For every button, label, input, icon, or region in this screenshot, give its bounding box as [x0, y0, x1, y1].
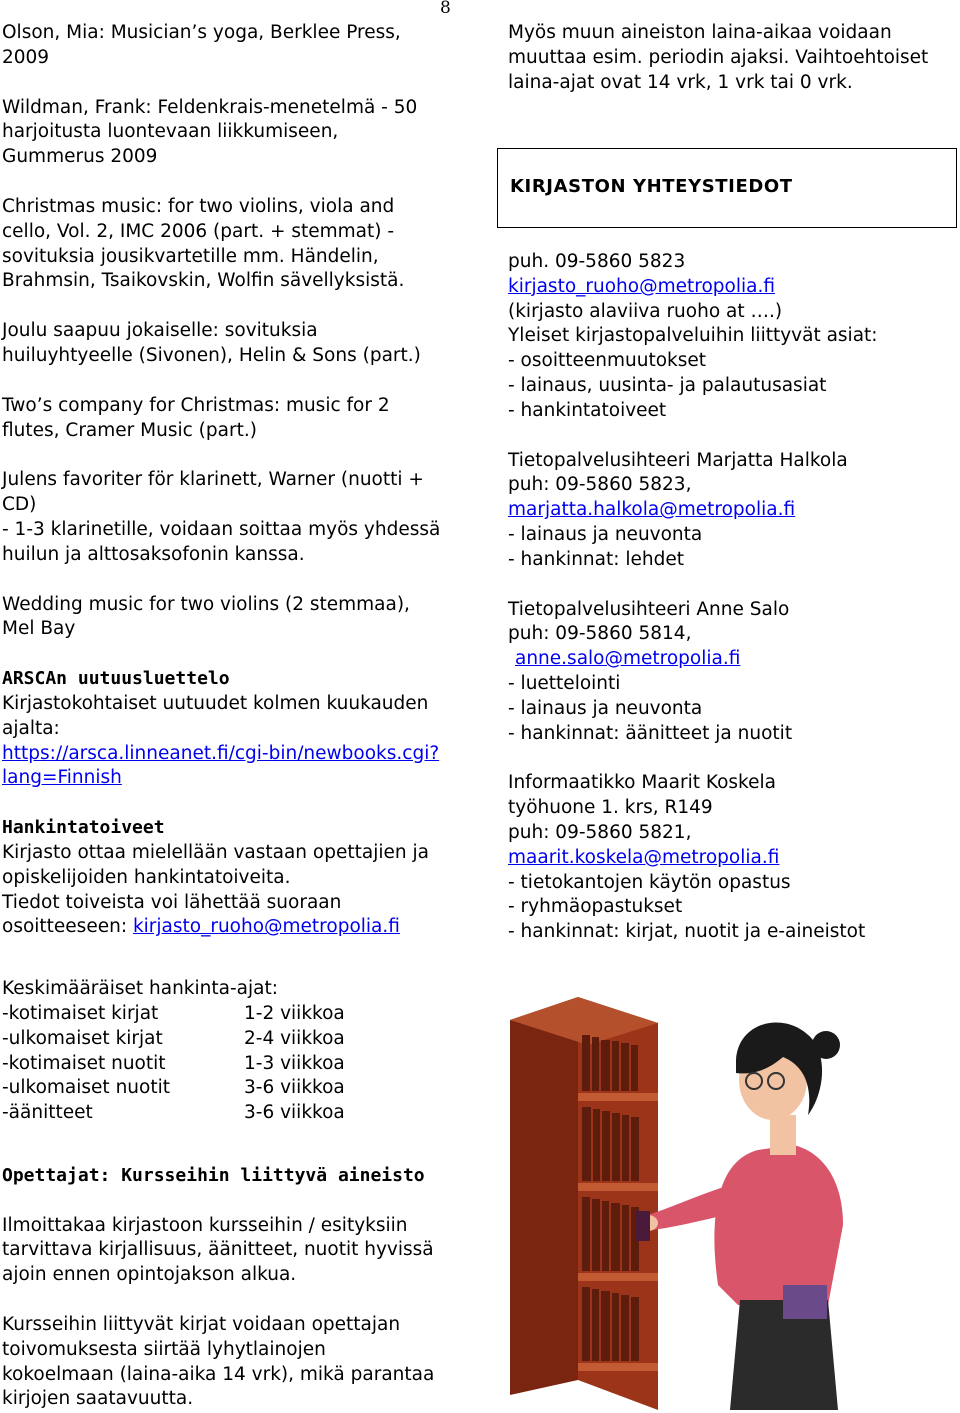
teachers-text: Ilmoittakaa kirjastoon kursseihin / esityksiin tarvittava kirjallisuus, äänitteet, nuotit hyvissä ajoin ennen opintojakson alkua.: [2, 1214, 434, 1286]
staff-duty: - hankinnat: lehdet: [508, 548, 684, 570]
page-number: 8: [440, 0, 451, 18]
acquisition-text: Kirjasto ottaa mielellään vastaan opettajien ja opiskelijoiden hankintatoiveita.: [2, 841, 429, 888]
times-label: -ulkomaiset nuotit: [2, 1077, 170, 1099]
sheet-music-entry: Christmas music: for two violins, viola and cello, Vol. 2, IMC 2006 (part. + stemmat) -sovituksia jousikvartetille mm. Händelin, Brahmsin, Tsaikovskin, Wolfin sävellyksistä.: [2, 195, 405, 292]
general-item: - osoitteenmuutokset: [508, 350, 706, 372]
acquisition-contact: [2, 891, 442, 941]
staff-email-link[interactable]: maarit.koskela@metropolia.fi: [508, 846, 780, 868]
times-value: 2-4 viikkoa: [244, 1027, 345, 1049]
book-entry: Olson, Mia: Musician’s yoga, Berklee Press, 2009: [2, 22, 401, 68]
staff-duty: - hankinnat: äänitteet ja nuotit: [508, 722, 793, 744]
staff-duty: - tietokantojen käytön opastus: [508, 871, 791, 893]
staff-email-link[interactable]: anne.salo@metropolia.fi: [515, 648, 741, 670]
contact-section: [508, 250, 954, 945]
contact-heading-box: [497, 148, 957, 228]
staff-title: Tietopalvelusihteeri Anne Salo: [508, 598, 790, 620]
staff-phone: puh: 09-5860 5821,: [508, 821, 692, 843]
times-value: 1-3 viikkoa: [244, 1052, 345, 1074]
library-email-link[interactable]: kirjasto_ruoho@metropolia.fi: [508, 275, 775, 297]
loan-text: Myös muun aineiston laina-aikaa voidaan muuttaa esim. periodin ajaksi. Vaihtoehtoiset laina-ajat ovat 14 vrk, 1 vrk tai 0 vrk.: [508, 22, 929, 93]
arscan-text: Kirjastokohtaiset uutuudet kolmen kuukauden ajalta:: [2, 692, 429, 739]
book-entry: Wildman, Frank: Feldenkrais-menetelmä - 50 harjoitusta luontevaan liikkumiseen, Gummerus 2009: [2, 96, 418, 168]
staff-phone: puh: 09-5860 5823,: [508, 474, 692, 496]
teachers-heading: Opettajat: Kursseihin liittyvä aineisto: [2, 1164, 425, 1186]
library-location: (kirjasto alaviiva ruoho at ….): [508, 300, 783, 322]
acquisition-contact-text: Tiedot toiveista voi lähettää suoraan osoitteeseen:: [2, 891, 342, 938]
general-intro: Yleiset kirjastopalveluihin liittyvät asiat:: [508, 325, 878, 347]
left-column: [2, 21, 442, 1412]
bookshelf: [510, 997, 658, 1410]
librarian-figure: [636, 1023, 843, 1410]
times-label: -ulkomaiset kirjat: [2, 1027, 163, 1049]
times-label: -kotimaiset kirjat: [2, 1002, 159, 1024]
teachers-text: Kursseihin liittyvät kirjat voidaan opettajan toivomuksesta siirtää lyhytlainojen kokoelmaan (laina-aika 14 vrk), mikä parantaa kirjojen saatavuutta.: [2, 1314, 435, 1410]
contact-heading: KIRJASTON YHTEYSTIEDOT: [510, 176, 793, 197]
library-phone: puh. 09-5860 5823: [508, 251, 686, 272]
staff-title: Informaatikko Maarit Koskela: [508, 772, 776, 794]
staff-title: Tietopalvelusihteeri Marjatta Halkola: [508, 449, 848, 471]
general-item: - lainaus, uusinta- ja palautusasiat: [508, 374, 827, 396]
librarian-bookshelf-illustration: [508, 985, 948, 1410]
staff-duty: - lainaus ja neuvonta: [508, 697, 703, 719]
sheet-music-entry: Julens favoriter för klarinett, Warner (nuotti + CD): [2, 469, 424, 516]
sheet-music-entry: Wedding music for two violins (2 stemmaa), Mel Bay: [2, 593, 410, 640]
acquisition-email-link[interactable]: kirjasto_ruoho@metropolia.fi: [132, 916, 400, 938]
sheet-music-entry: Joulu saapuu jokaiselle: sovituksia huiluyhtyeelle (Sivonen), Helin & Sons (part.): [2, 320, 421, 366]
staff-phone: puh: 09-5860 5814,: [508, 623, 692, 645]
staff-duty: - ryhmäopastukset: [508, 896, 683, 918]
sheet-music-entry: Two’s company for Christmas: music for 2 flutes, Cramer Music (part.): [2, 394, 390, 441]
staff-email-link[interactable]: marjatta.halkola@metropolia.fi: [508, 499, 796, 521]
arscan-link[interactable]: https://arsca.linneanet.fi/cgi-bin/newbooks.cgi?lang=Finnish: [2, 742, 440, 789]
staff-duty: - luettelointi: [508, 672, 621, 694]
times-value: 3-6 viikkoa: [244, 1102, 345, 1124]
arscan-heading: ARSCAn uutuusluettelo: [2, 668, 230, 690]
staff-room: työhuone 1. krs, R149: [508, 797, 713, 819]
acquisition-times-table: [2, 1002, 442, 1126]
times-label: -kotimaiset nuotit: [2, 1052, 166, 1074]
times-label: -äänitteet: [2, 1102, 93, 1124]
sheet-music-note: - 1-3 klarinetille, voidaan soittaa myös yhdessä huilun ja alttosaksofonin kanssa.: [2, 518, 441, 565]
staff-duty: - hankinnat: kirjat, nuotit ja e-aineistot: [508, 921, 866, 943]
staff-duty: - lainaus ja neuvonta: [508, 523, 703, 545]
times-value: 1-2 viikkoa: [244, 1002, 345, 1024]
acquisition-heading: Hankintatoiveet: [2, 817, 165, 839]
right-column: [508, 21, 954, 95]
acquisition-times-title: Keskimääräiset hankinta-ajat:: [2, 978, 278, 1000]
general-item: - hankintatoiveet: [508, 399, 667, 421]
times-value: 3-6 viikkoa: [244, 1077, 345, 1099]
